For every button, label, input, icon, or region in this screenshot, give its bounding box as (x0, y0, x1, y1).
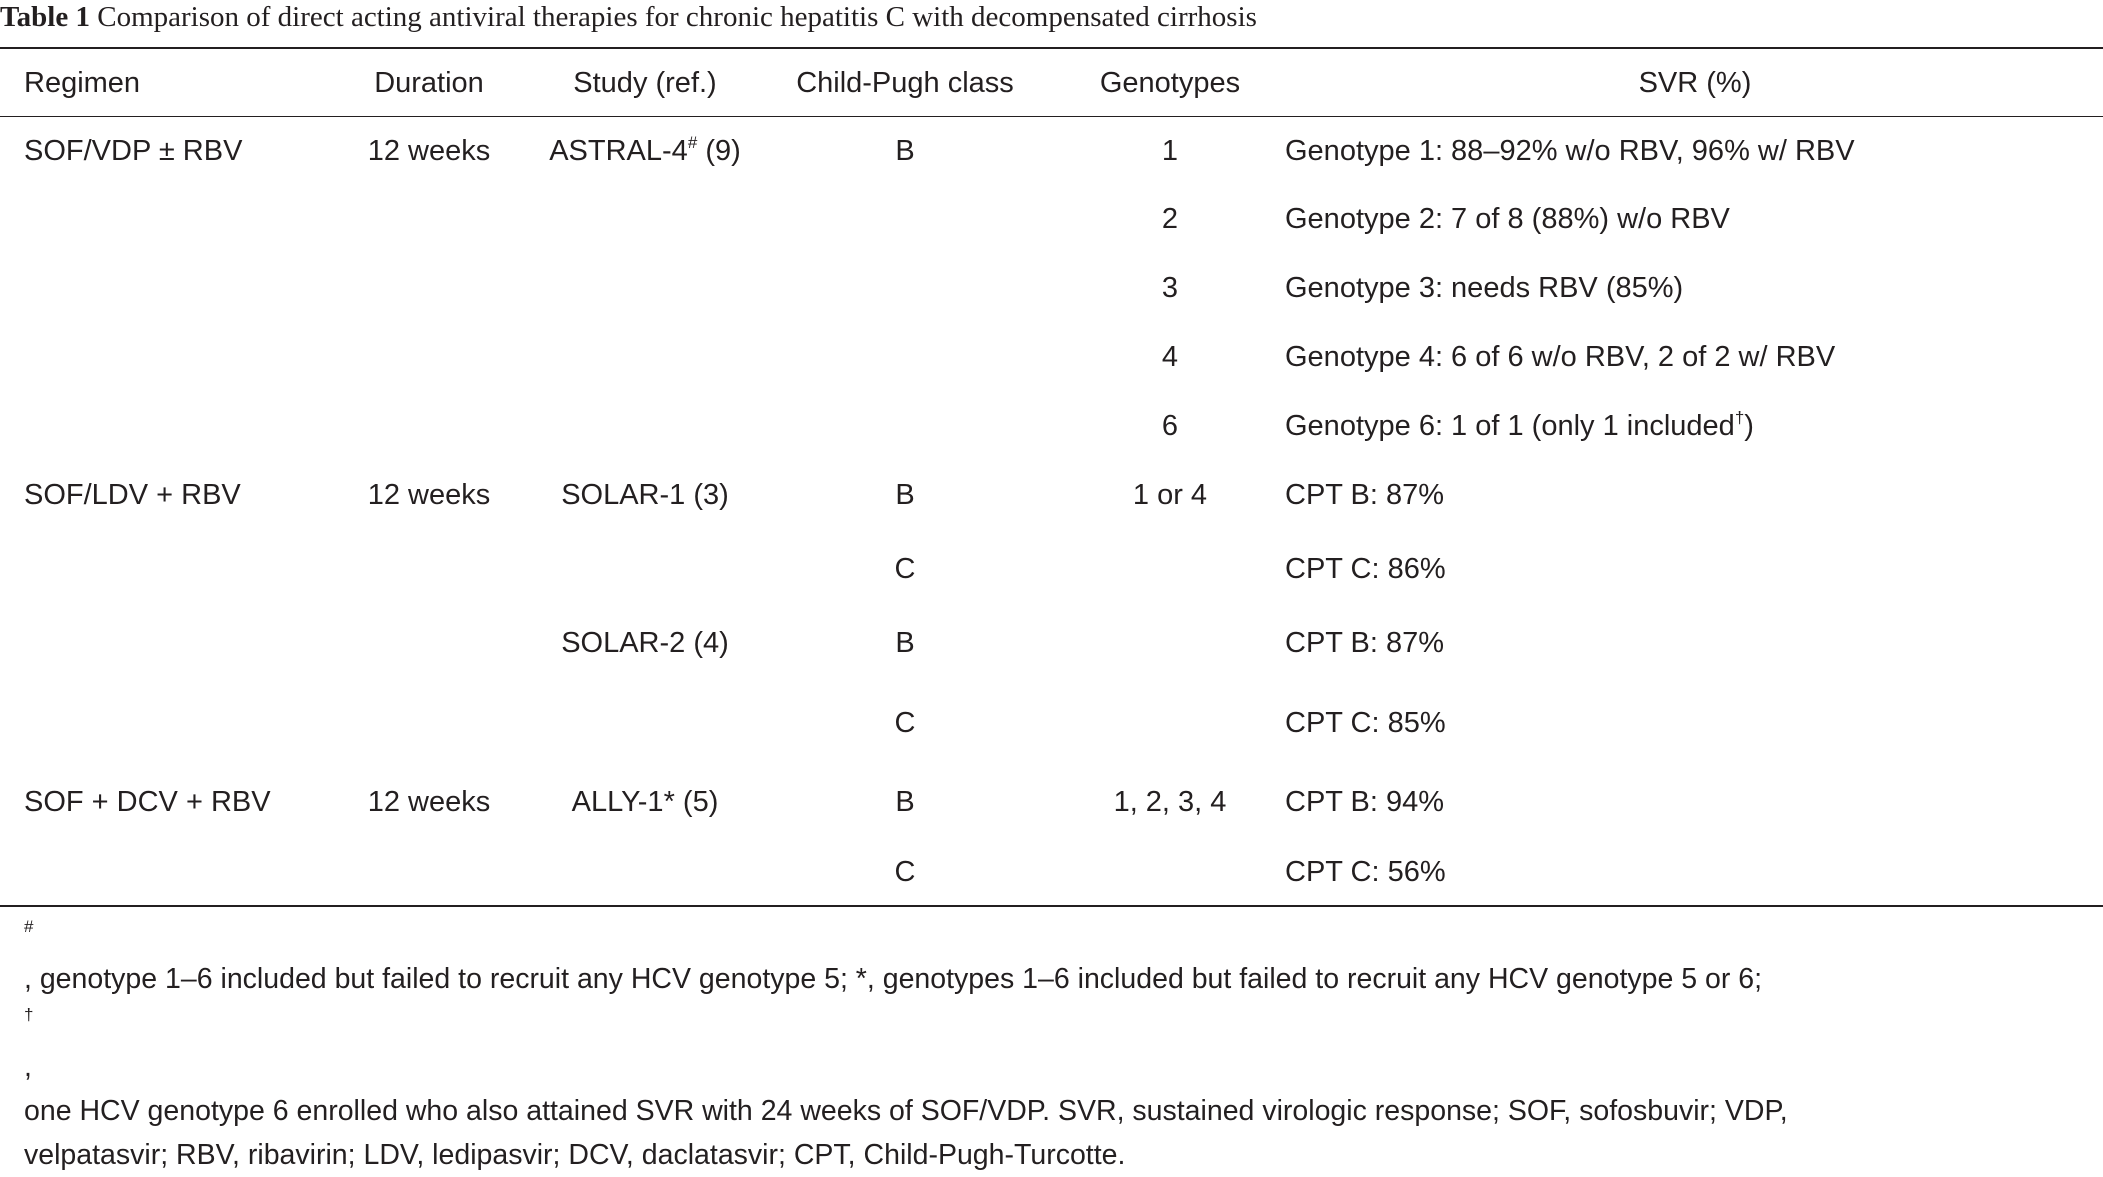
footnote-line (24, 913, 2094, 1089)
cell-regimen: SOF + DCV + RBV (24, 786, 271, 818)
cell-genotypes: 1, 2, 3, 4 (1113, 786, 1227, 818)
header-rule (0, 116, 2103, 117)
header-regimen: Regimen (24, 67, 141, 99)
bottom-rule (0, 905, 2103, 907)
cell-study (520, 134, 770, 168)
cell-svr: Genotype 1: 88–92% w/o RBV, 96% w/ RBV (1285, 135, 1855, 167)
study-name: ASTRAL-4 (549, 135, 688, 167)
svr-footnote-mark: † (1734, 408, 1745, 427)
cell-svr: CPT B: 94% (1285, 786, 1445, 818)
table-caption (0, 0, 2103, 42)
footnote-hash-mark: # (24, 917, 34, 936)
cell-duration: 12 weeks (367, 786, 491, 818)
header-svr: SVR (%) (1638, 67, 1752, 99)
cell-svr: CPT C: 85% (1285, 707, 1446, 739)
cell-child-pugh: B (895, 786, 915, 818)
study-reference: * (5) (663, 786, 719, 818)
table-caption-text: Comparison of direct acting antiviral therapies for chronic hepatitis C with decompensated cirrhosis (97, 1, 1257, 33)
footnote-dagger-mark: † (24, 1005, 34, 1024)
cell-duration: 12 weeks (367, 135, 491, 167)
cell-study: SOLAR-2 (4) (561, 627, 729, 659)
cell-child-pugh: C (894, 553, 916, 585)
cell-genotypes: 4 (1161, 341, 1179, 373)
cell-child-pugh: C (894, 707, 916, 739)
cell-genotypes: 6 (1161, 410, 1179, 442)
cell-study: SOLAR-1 (3) (561, 479, 729, 511)
cell-duration: 12 weeks (367, 479, 491, 511)
cell-regimen: SOF/VDP ± RBV (24, 135, 243, 167)
header-genotypes: Genotypes (1099, 67, 1241, 99)
header-study: Study (ref.) (573, 67, 717, 99)
study-footnote-mark: # (687, 133, 698, 152)
cell-genotypes: 3 (1161, 272, 1179, 304)
cell-svr: Genotype 3: needs RBV (85%) (1285, 272, 1684, 304)
cell-svr: CPT B: 87% (1285, 479, 1445, 511)
footnote-line: velpatasvir; RBV, ribavirin; LDV, ledipasvir; DCV, daclatasvir; CPT, Child-Pugh-Turcotte. (24, 1139, 1126, 1171)
cell-svr: CPT C: 56% (1285, 856, 1446, 888)
cell-child-pugh: B (895, 135, 915, 167)
cell-study (520, 785, 770, 819)
cell-svr: Genotype 2: 7 of 8 (88%) w/o RBV (1285, 203, 1730, 235)
cell-svr (1285, 409, 1754, 443)
footnote-text: , (24, 1051, 32, 1083)
cell-genotypes: 1 (1161, 135, 1179, 167)
cell-svr: CPT B: 87% (1285, 627, 1445, 659)
table-caption-label: Table 1 (0, 1, 90, 33)
study-reference: (9) (697, 135, 741, 167)
footnote-text: , genotype 1–6 included but failed to recruit any HCV genotype 5; *, genotypes 1–6 included but failed to recruit any HCV genotype 5 or 6; (24, 963, 1763, 995)
cell-svr: Genotype 4: 6 of 6 w/o RBV, 2 of 2 w/ RBV (1285, 341, 1836, 373)
footnote-line: one HCV genotype 6 enrolled who also attained SVR with 24 weeks of SOF/VDP. SVR, sustained virologic response; SOF, sofosbuvir; VDP, (24, 1095, 1788, 1127)
table-footnote (24, 913, 2094, 1177)
cell-genotypes: 2 (1161, 203, 1179, 235)
svr-text: Genotype 6: 1 of 1 (only 1 included (1285, 410, 1735, 442)
svr-text-tail: ) (1744, 410, 1754, 442)
study-name: ALLY-1 (571, 786, 664, 818)
cell-child-pugh: B (895, 627, 915, 659)
cell-svr: CPT C: 86% (1285, 553, 1446, 585)
top-rule (0, 47, 2103, 49)
cell-child-pugh: B (895, 479, 915, 511)
header-duration: Duration (374, 67, 484, 99)
cell-genotypes: 1 or 4 (1132, 479, 1208, 511)
header-child-pugh: Child-Pugh class (796, 67, 1014, 99)
cell-regimen: SOF/LDV + RBV (24, 479, 241, 511)
cell-child-pugh: C (894, 856, 916, 888)
